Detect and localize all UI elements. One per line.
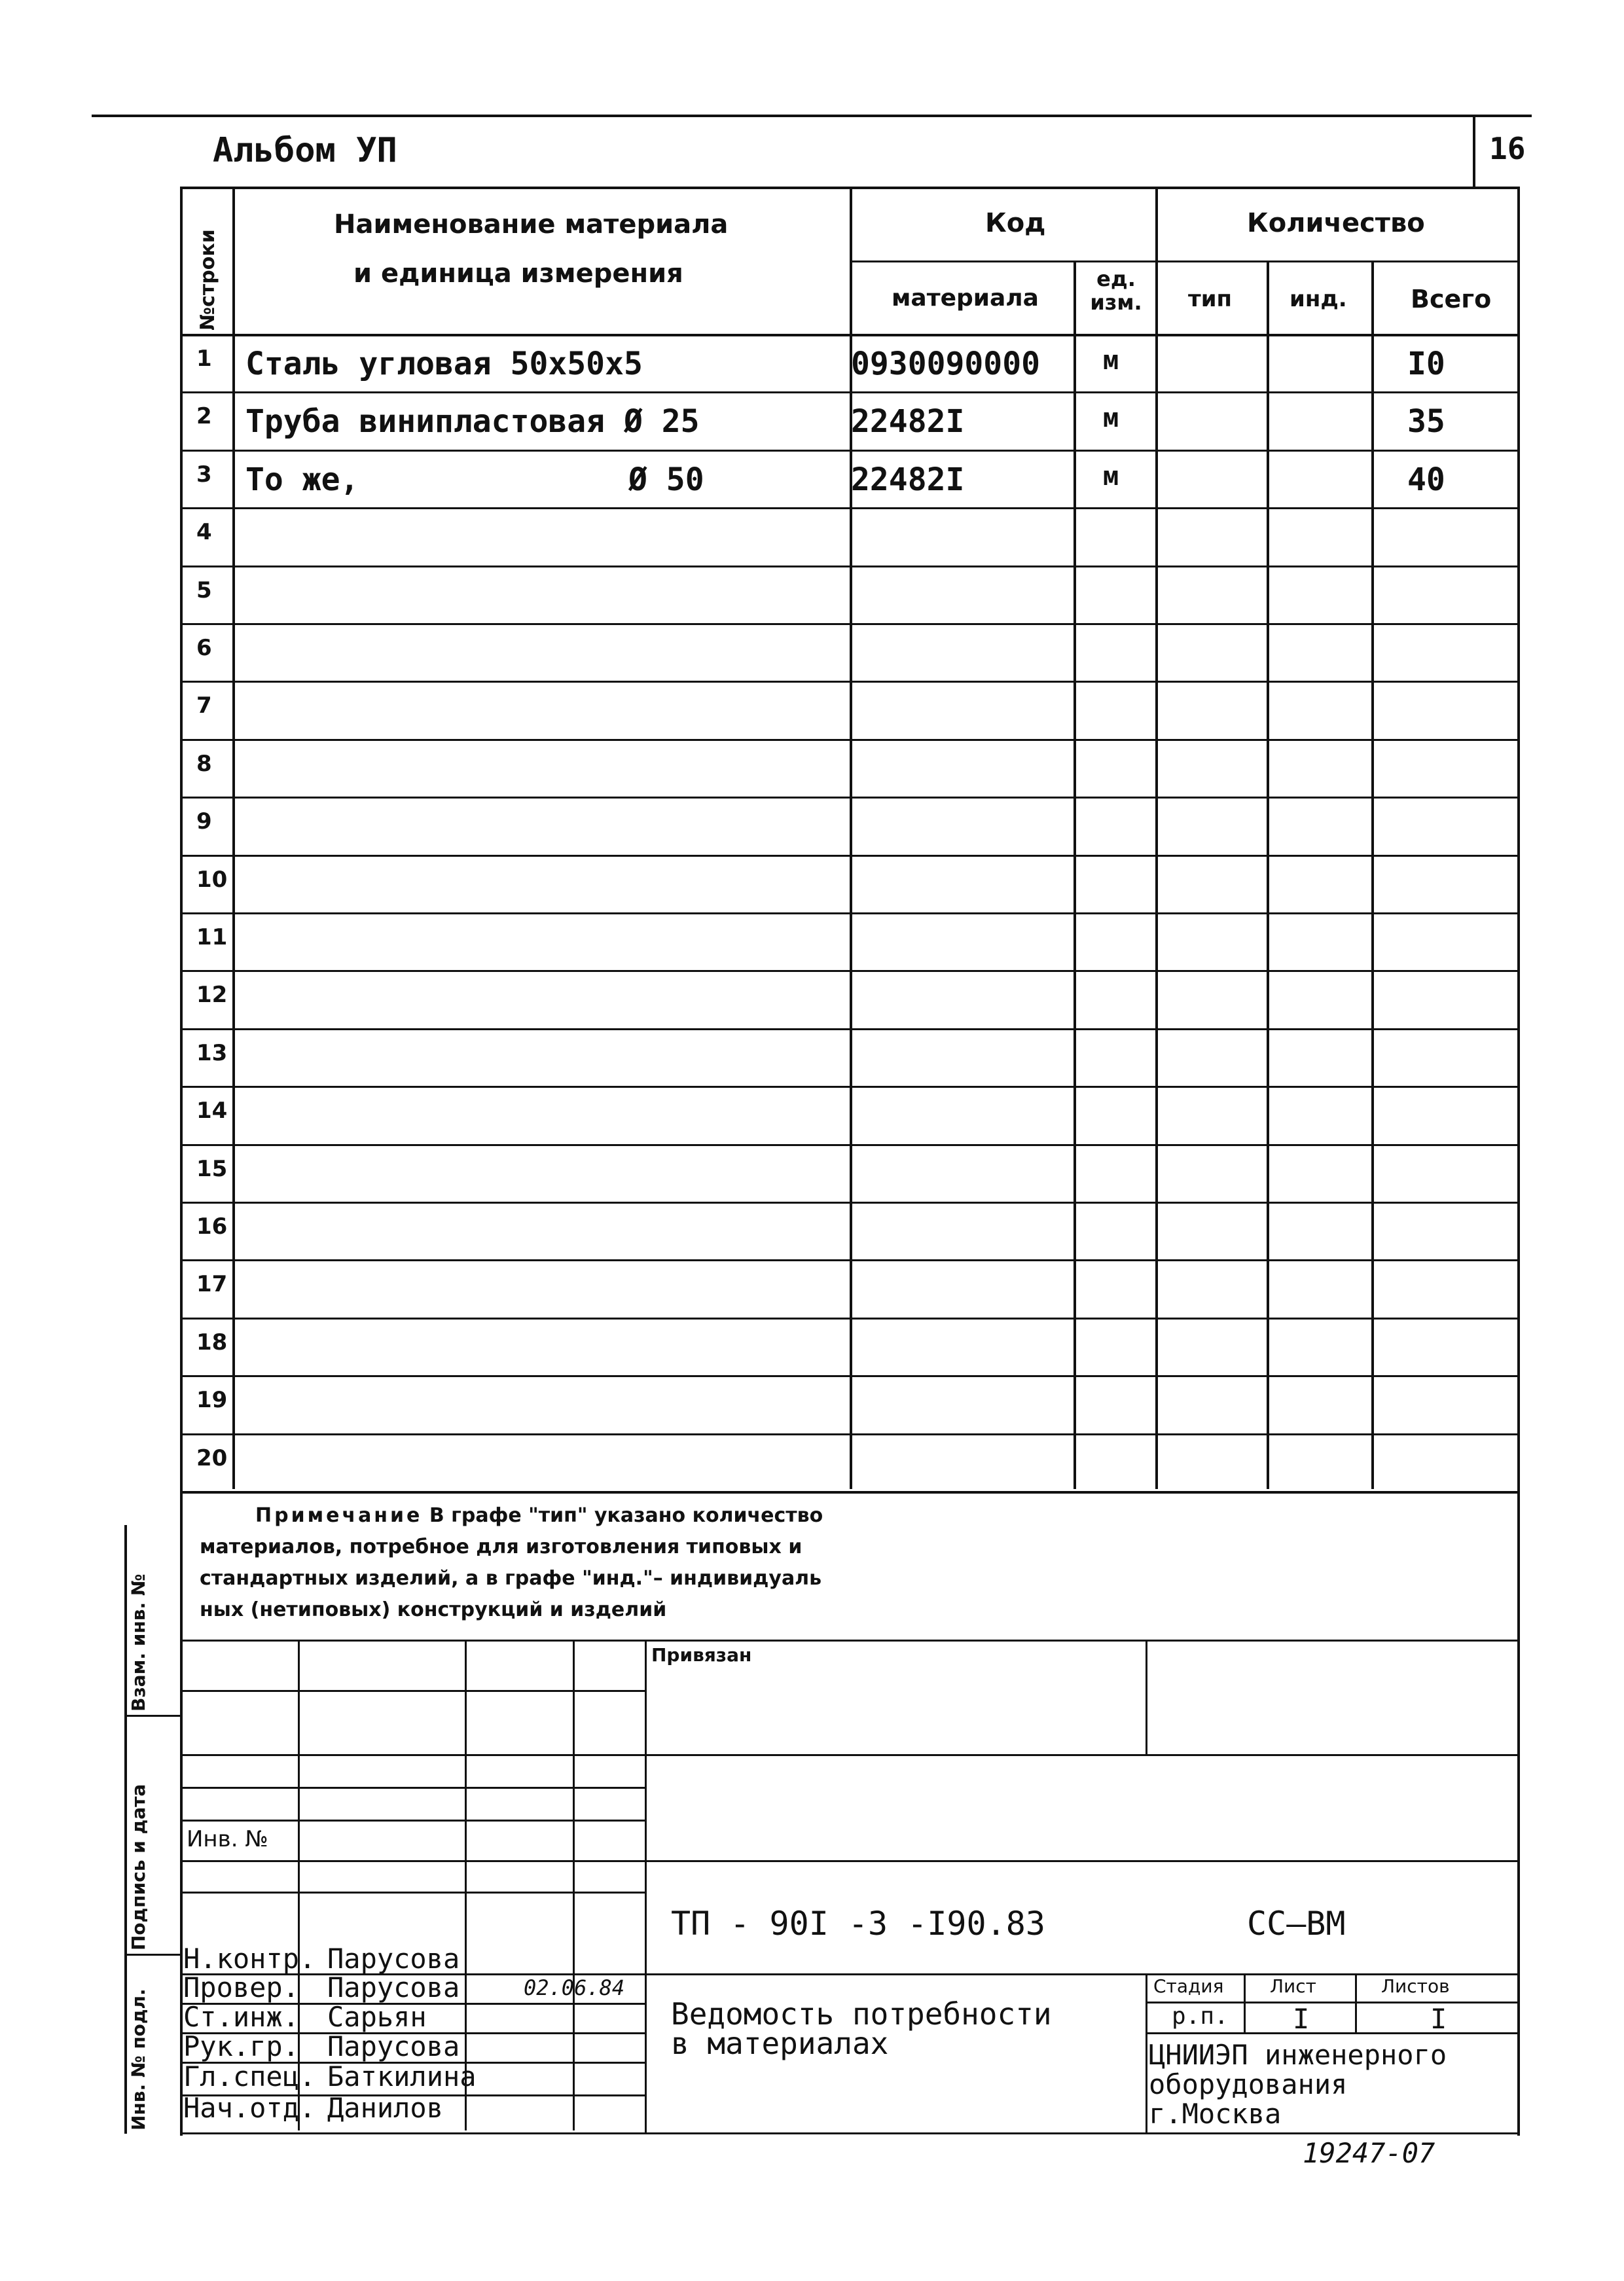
sheet-value: I xyxy=(1293,2003,1310,2035)
stage-col-2 xyxy=(1355,1973,1357,2032)
row-divider xyxy=(180,1202,1519,1204)
document-title-1: Ведомость потребности xyxy=(671,1996,1052,2032)
note-line1: В графе "тип" указано количество xyxy=(429,1504,823,1527)
margin-strip-divider-1 xyxy=(124,1715,180,1717)
col-divider-unit xyxy=(1155,187,1158,1489)
signer-role: Рук.гр. xyxy=(183,2030,300,2062)
material-name: Труба винипластовая Ø 25 xyxy=(245,403,700,440)
row-number: 20 xyxy=(196,1445,228,1471)
tb-col-2 xyxy=(465,1640,467,2130)
tb-line-4 xyxy=(180,1787,645,1789)
row-divider xyxy=(180,1433,1519,1435)
material-name: То же, xyxy=(245,461,359,498)
col-divider-code xyxy=(1074,260,1076,1489)
tb-col-3 xyxy=(573,1640,575,2130)
tb-col-privyaz xyxy=(1146,1640,1147,1754)
tb-line-5 xyxy=(180,1820,645,1822)
table-bottom-border xyxy=(180,1491,1519,1494)
material-name-extra: Ø 50 xyxy=(628,461,704,498)
col-divider-ind xyxy=(1371,260,1374,1489)
sheets-value: I xyxy=(1430,2003,1447,2035)
row-number: 6 xyxy=(196,635,212,661)
title-block-left xyxy=(180,1491,183,2136)
unit-of-measure: м xyxy=(1103,346,1119,376)
row-number: 4 xyxy=(196,519,212,545)
stage-label: Стадия xyxy=(1153,1975,1224,1997)
stage-value: р.п. xyxy=(1172,2003,1229,2030)
row-divider xyxy=(180,391,1519,393)
signer-name: Баткилина xyxy=(327,2060,477,2092)
row-number: 8 xyxy=(196,751,212,777)
signer-role: Гл.спец. xyxy=(183,2060,316,2092)
code-unit-header: ед. изм. xyxy=(1090,266,1142,315)
page-number: 16 xyxy=(1489,131,1526,166)
row-number: 3 xyxy=(196,461,212,488)
table-right-border xyxy=(1517,187,1520,1496)
tb-line-7 xyxy=(180,1892,645,1894)
org-line2: оборудования xyxy=(1149,2068,1348,2100)
margin-strip-border xyxy=(124,1525,127,2134)
row-divider xyxy=(180,1086,1519,1088)
sign-date: 02.06.84 xyxy=(524,1975,625,2000)
qty-ind-header: инд. xyxy=(1290,286,1347,312)
tb-line-3 xyxy=(180,1754,1519,1756)
tb-col-4 xyxy=(645,1640,647,2134)
margin-vzam-label: Взам. инв. № xyxy=(128,1573,149,1712)
signer-role: Провер. xyxy=(183,1971,300,2003)
row-number: 18 xyxy=(196,1329,228,1356)
row-divider xyxy=(180,739,1519,741)
signer-role: Нач.отд. xyxy=(183,2092,316,2124)
page-number-divider xyxy=(1473,115,1475,187)
row-divider xyxy=(180,1144,1519,1146)
row-number: 10 xyxy=(196,867,228,893)
row-number: 16 xyxy=(196,1213,228,1240)
unit-of-measure: м xyxy=(1103,461,1119,492)
row-divider xyxy=(180,797,1519,799)
stage-col-0 xyxy=(1146,1973,1147,2134)
name-header-line1: Наименование материала xyxy=(334,209,729,240)
row-divider xyxy=(180,507,1519,509)
col-divider-type xyxy=(1267,260,1269,1489)
document-code: ТП - 90I -3 -I90.83 xyxy=(671,1905,1045,1943)
row-divider xyxy=(180,566,1519,567)
document-suffix: СС–ВМ xyxy=(1247,1905,1346,1943)
signer-role: Ст.инж. xyxy=(183,2001,300,2033)
note-title: Примечание xyxy=(255,1504,423,1527)
row-divider xyxy=(180,1028,1519,1030)
qty-total: I0 xyxy=(1407,346,1445,382)
row-divider xyxy=(180,1259,1519,1261)
code-header: Код xyxy=(985,208,1046,238)
row-number: 2 xyxy=(196,403,212,429)
margin-strip-divider-2 xyxy=(124,1954,180,1956)
tb-line-2 xyxy=(180,1690,645,1692)
qty-total-header: Всего xyxy=(1411,285,1492,314)
row-number: 1 xyxy=(196,346,212,372)
material-code: 22482I xyxy=(851,403,965,440)
row-number: 14 xyxy=(196,1098,228,1124)
sheet-label: Лист xyxy=(1270,1975,1316,1997)
row-number: 12 xyxy=(196,982,228,1008)
row-divider xyxy=(180,855,1519,857)
row-divider xyxy=(180,681,1519,683)
inv-no-label: Инв. № xyxy=(187,1826,268,1852)
material-name: Сталь угловая 50х50х5 xyxy=(245,346,643,382)
row-number: 19 xyxy=(196,1387,228,1413)
top-frame-line xyxy=(92,115,1532,117)
signer-name: Сарьян xyxy=(327,2001,427,2033)
album-title: Альбом УП xyxy=(213,131,397,170)
signer-name: Данилов xyxy=(327,2092,444,2124)
note-line3: стандартных изделий, а в графе "инд."– индивидуаль xyxy=(200,1567,822,1590)
note-line4: ных (нетиповых) конструкций и изделий xyxy=(200,1598,667,1621)
name-header-line2: и единица измерения xyxy=(353,259,683,289)
unit-of-measure: м xyxy=(1103,403,1119,433)
archive-number: 19247-07 xyxy=(1303,2137,1435,2169)
row-divider xyxy=(180,1318,1519,1320)
row-divider xyxy=(180,912,1519,914)
row-number: 5 xyxy=(196,577,212,603)
tb-line-6 xyxy=(180,1860,1519,1862)
sheets-label: Листов xyxy=(1381,1975,1450,1997)
title-block-right xyxy=(1517,1491,1520,2136)
org-line1: ЦНИИЭП инженерного xyxy=(1149,2039,1447,2071)
signer-name: Парусова xyxy=(327,2030,460,2062)
note-line2: материалов, потребное для изготовления типовых и xyxy=(200,1536,803,1558)
row-number: 17 xyxy=(196,1271,228,1297)
row-number-header: №строки xyxy=(196,229,219,331)
row-divider xyxy=(180,1375,1519,1377)
row-number: 7 xyxy=(196,692,212,719)
note-block xyxy=(200,1500,1312,1626)
tb-bottom xyxy=(180,2132,1519,2134)
col-divider-no xyxy=(232,187,235,1489)
table-left-border xyxy=(180,187,183,1496)
org-line3: г.Москва xyxy=(1149,2098,1282,2130)
signer-role: Н.контр. xyxy=(183,1943,316,1975)
subheader-line xyxy=(851,260,1519,262)
row-number: 9 xyxy=(196,808,212,835)
signer-name: Парусова xyxy=(327,1971,460,2003)
qty-total: 35 xyxy=(1407,403,1445,440)
privyazan-label: Привязан xyxy=(651,1644,752,1666)
stage-col-1 xyxy=(1244,1973,1246,2032)
row-number: 13 xyxy=(196,1040,228,1066)
material-code: 22482I xyxy=(851,461,965,498)
quantity-header: Количество xyxy=(1247,208,1425,238)
margin-podpis-label: Подпись и дата xyxy=(128,1784,149,1950)
signer-name: Парусова xyxy=(327,1943,460,1975)
row-divider xyxy=(180,450,1519,452)
row-number: 15 xyxy=(196,1156,228,1182)
row-divider xyxy=(180,970,1519,972)
code-material-header: материала xyxy=(892,285,1039,312)
material-code: 0930090000 xyxy=(851,346,1040,382)
qty-total: 40 xyxy=(1407,461,1445,498)
row-divider xyxy=(180,623,1519,625)
margin-inv-label: Инв. № подл. xyxy=(128,1988,149,2130)
row-number: 11 xyxy=(196,924,228,950)
document-title-2: в материалах xyxy=(671,2026,889,2061)
stage-bottom xyxy=(1146,2032,1519,2034)
qty-type-header: тип xyxy=(1188,286,1233,312)
tb-line-1 xyxy=(180,1640,1519,1642)
